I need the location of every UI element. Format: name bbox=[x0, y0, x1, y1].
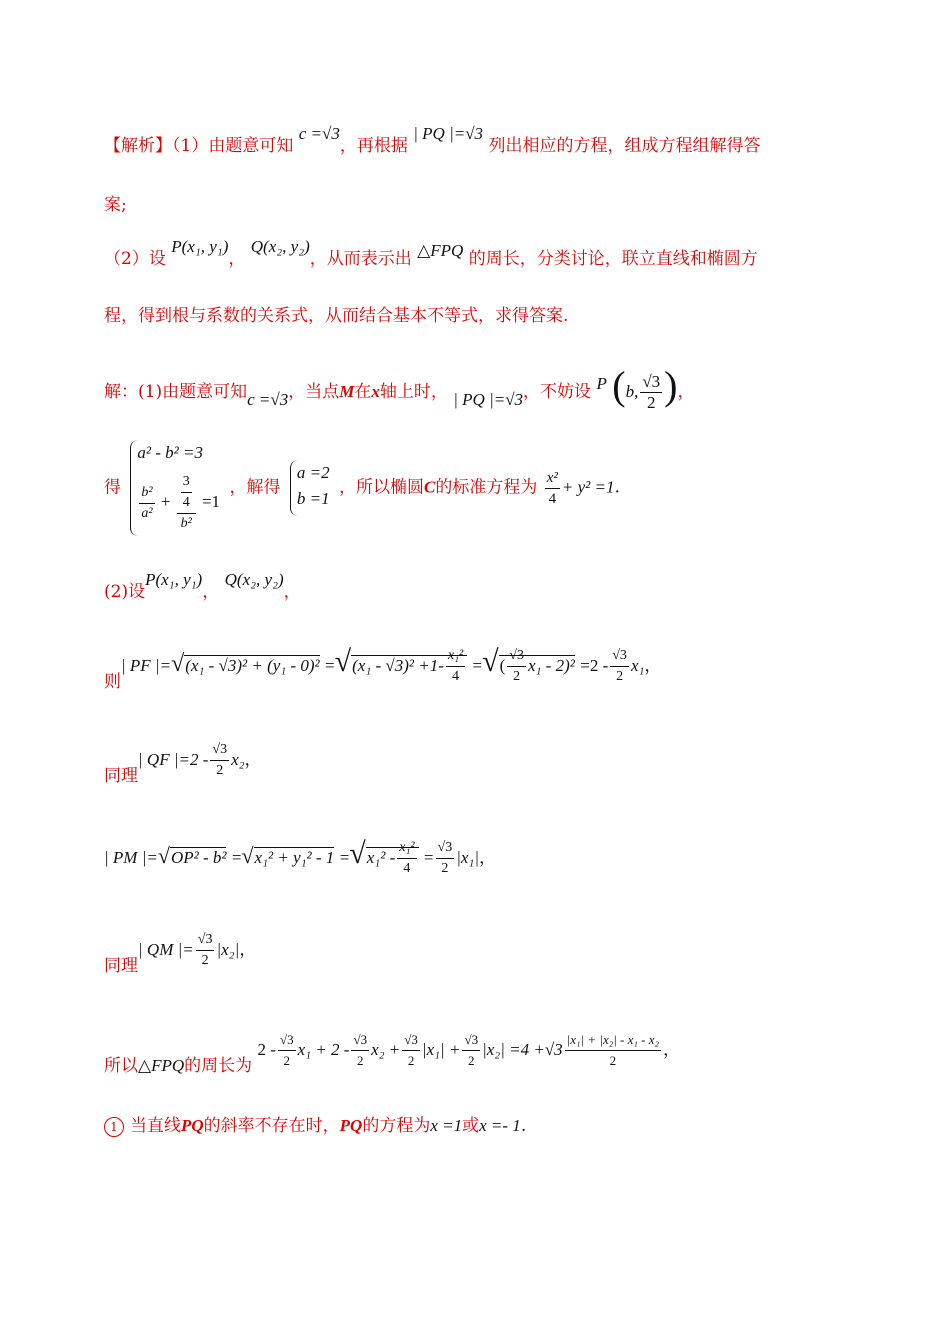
math-point-q: Q(x₂, y₂) bbox=[224, 570, 284, 589]
sqrt-sign: √ bbox=[157, 843, 170, 868]
analysis-text: 列出相应的方程，组成方程组解得答 bbox=[488, 136, 761, 156]
math-x-eq-neg1: x =- 1 bbox=[479, 1116, 521, 1135]
denominator: 2 bbox=[441, 861, 449, 876]
math-paren-close: ) bbox=[664, 363, 678, 408]
math-x2: x₂ bbox=[231, 750, 245, 769]
analysis-text: （1）由题意可知 bbox=[172, 136, 294, 156]
equals: = bbox=[325, 656, 335, 675]
fraction-sqrt3-2 bbox=[278, 1030, 296, 1071]
fraction-x1sq-4 bbox=[397, 838, 416, 879]
solution-text: 同理 bbox=[104, 956, 138, 976]
abs-x1: |x₁| bbox=[456, 848, 480, 867]
numerator: x² bbox=[545, 468, 560, 489]
analysis-label: 【解析】 bbox=[104, 136, 172, 156]
pm-lhs: | PM |= bbox=[104, 848, 158, 867]
numerator: √3 bbox=[507, 646, 526, 667]
math-pq: PQ bbox=[339, 1116, 363, 1135]
perimeter-line bbox=[104, 1030, 681, 1076]
analysis-line-2 bbox=[104, 237, 758, 271]
numerator: √3 bbox=[610, 646, 629, 667]
solution-text: 则 bbox=[104, 672, 121, 692]
separator: ， bbox=[283, 582, 301, 602]
system-line bbox=[104, 440, 620, 536]
analysis-text: （2）设 bbox=[104, 249, 166, 269]
period: . bbox=[520, 1116, 527, 1136]
denominator: 2 bbox=[283, 1053, 291, 1068]
math-b: b, bbox=[625, 382, 639, 401]
math-c: C bbox=[424, 477, 436, 497]
numerator: √3 bbox=[210, 740, 229, 761]
case-line-1 bbox=[104, 1114, 526, 1138]
fraction-sqrt3-2 bbox=[196, 930, 215, 971]
math-point-q: Q(x₂, y₂) bbox=[250, 237, 310, 256]
solution-b: b =1 bbox=[296, 489, 330, 508]
equals: = bbox=[423, 848, 434, 867]
numerator: √3 bbox=[436, 838, 455, 859]
math-c-eq: c =√3 bbox=[298, 124, 340, 143]
math-c-eq: c =√3 bbox=[247, 390, 289, 409]
denominator: 2 bbox=[609, 1053, 617, 1068]
fraction-sqrt3-over-2 bbox=[640, 372, 662, 413]
solution-text: (2)设 bbox=[104, 582, 146, 602]
math-x1: x₁ bbox=[630, 656, 645, 675]
numerator: x₁² bbox=[397, 838, 416, 859]
period: . bbox=[614, 477, 620, 498]
perimeter-term: |x₂| =4 +√3 bbox=[482, 1040, 563, 1059]
fraction-sqrt3-2 bbox=[402, 1030, 420, 1071]
solution-text: 得 bbox=[104, 477, 121, 498]
fraction-sqrt3-2 bbox=[436, 838, 455, 879]
denominator: 2 bbox=[468, 1053, 475, 1068]
numerator: √3 bbox=[642, 372, 661, 391]
plus: + bbox=[160, 491, 171, 511]
pm-root-2: x₁² + y₁² - 1 bbox=[254, 848, 335, 867]
numerator: √3 bbox=[351, 1030, 369, 1051]
fraction-sqrt3-2 bbox=[507, 646, 526, 687]
pf-root-2 bbox=[351, 648, 467, 684]
sqrt-sign: √ bbox=[482, 645, 499, 678]
math-point-p: P(x₁, y₁) bbox=[145, 570, 203, 589]
denominator: 2 bbox=[216, 763, 224, 778]
paren-open: ( bbox=[499, 656, 506, 675]
separator: ， bbox=[644, 656, 662, 676]
perimeter-term: |x₁| + bbox=[421, 1040, 461, 1059]
solution-text: ，不妨设 bbox=[523, 382, 592, 402]
pf-lhs: | PF |= bbox=[121, 656, 172, 675]
solution-line-1 bbox=[104, 363, 695, 413]
denominator: 2 bbox=[513, 669, 521, 684]
fraction-3-4 bbox=[181, 472, 192, 513]
equals: = bbox=[231, 848, 242, 867]
denominator: 4 bbox=[182, 495, 190, 510]
fraction-x2-4 bbox=[545, 468, 560, 509]
analysis-text: 的周长，分类讨论，联立直线和椭圆方 bbox=[468, 249, 758, 269]
numerator: √3 bbox=[402, 1030, 420, 1051]
separator: ， bbox=[228, 249, 246, 269]
numerator: 3 bbox=[181, 472, 192, 493]
denominator: 4 bbox=[548, 490, 557, 507]
denominator: 2 bbox=[357, 1053, 364, 1068]
analysis-text: ，再根据 bbox=[339, 136, 408, 156]
analysis-text: ，从而表示出 bbox=[309, 249, 412, 269]
perimeter-term: 2 - bbox=[257, 1040, 276, 1059]
sqrt-sign: √ bbox=[241, 843, 254, 868]
equals: = bbox=[472, 656, 483, 675]
denominator: a² bbox=[141, 505, 153, 521]
math-x: x bbox=[371, 382, 380, 401]
analysis-text: 程，得到根与系数的关系式，从而结合基本不等式，求得答案. bbox=[104, 306, 569, 326]
sqrt-sign: √ bbox=[349, 837, 366, 870]
equation-2 bbox=[137, 472, 220, 534]
math-paren-open: ( bbox=[612, 363, 626, 408]
pf-root-3-text: x₁ - 2)² bbox=[527, 656, 575, 675]
denominator: 4 bbox=[452, 669, 459, 684]
solution-text: 在 bbox=[354, 382, 372, 402]
sqrt-sign: √ bbox=[334, 645, 352, 678]
denominator: b² bbox=[180, 516, 192, 531]
fraction-sqrt3-2 bbox=[351, 1030, 369, 1071]
fraction-sqrt3-2 bbox=[610, 646, 629, 687]
analysis-line-1b bbox=[104, 193, 127, 217]
perimeter-term: x₁ + 2 - bbox=[297, 1040, 350, 1059]
denominator: 2 bbox=[647, 393, 656, 412]
math-m: M bbox=[339, 382, 355, 401]
denominator: 2 bbox=[201, 953, 209, 968]
denominator: 2 bbox=[407, 1053, 415, 1068]
solution-text: ，解得 bbox=[229, 477, 281, 498]
denominator: 4 bbox=[403, 861, 411, 876]
numerator bbox=[177, 472, 196, 514]
separator: ， bbox=[677, 382, 695, 402]
math-pq-eq: | PQ |=√3 bbox=[413, 124, 484, 143]
math-point-p-b: P bbox=[596, 374, 607, 393]
numerator: b² bbox=[139, 483, 154, 504]
separator: ， bbox=[663, 1040, 681, 1060]
qf-expr: | QF |=2 - bbox=[138, 750, 209, 769]
math-x-eq-1: x =1 bbox=[430, 1116, 463, 1135]
analysis-line-1 bbox=[104, 124, 761, 158]
separator: ， bbox=[479, 848, 497, 868]
circled-number: 1 bbox=[104, 1117, 124, 1137]
solution-text: ，所以椭圆 bbox=[339, 477, 424, 498]
pf-result: =2 - bbox=[580, 656, 609, 675]
analysis-line-2b bbox=[104, 304, 568, 328]
solution-text: 所以 bbox=[104, 1056, 138, 1076]
pf-root-1: (x₁ - √3)² + (y₁ - 0)² bbox=[185, 656, 320, 675]
solution-text: ，当点 bbox=[288, 382, 340, 402]
numerator: √3 bbox=[278, 1030, 296, 1051]
qm-line bbox=[104, 930, 257, 976]
analysis-text: 案; bbox=[104, 195, 127, 215]
solution-system bbox=[290, 460, 330, 516]
solution-text: 的斜率不存在时， bbox=[203, 1116, 340, 1136]
qm-lhs: | QM |= bbox=[138, 940, 194, 959]
fraction-sqrt3-2 bbox=[462, 1030, 480, 1071]
abs-x2: |x₂| bbox=[216, 940, 240, 959]
math-pq-eq: | PQ |=√3 bbox=[453, 390, 524, 409]
solution-text: 当直线 bbox=[130, 1116, 181, 1136]
solution-text: 或 bbox=[462, 1116, 480, 1136]
solution-text: 解：(1)由题意可知 bbox=[104, 382, 248, 402]
pf-root-2-text: (x₁ - √3)² +1- bbox=[352, 656, 444, 675]
solution-text: 同理 bbox=[104, 766, 138, 786]
numerator: √3 bbox=[462, 1030, 480, 1051]
numerator: x₁² bbox=[446, 646, 465, 667]
numerator: |x₁| + |x₂| - x₁ - x₂ bbox=[565, 1030, 661, 1051]
math-pq: PQ bbox=[181, 1116, 204, 1135]
equation-system bbox=[130, 440, 220, 536]
solution-text: 轴上时， bbox=[379, 382, 448, 402]
perimeter-term: x₂ + bbox=[371, 1040, 401, 1059]
math-triangle-fpq: △FPQ bbox=[138, 1056, 185, 1075]
fraction-x1sq-4 bbox=[446, 646, 465, 687]
pm-root-3 bbox=[366, 840, 419, 876]
pf-line bbox=[104, 645, 662, 692]
fraction-sqrt3-2 bbox=[210, 740, 229, 781]
solution-a: a =2 bbox=[296, 463, 330, 482]
equation-1 bbox=[137, 440, 220, 466]
fraction-34-over-b2 bbox=[177, 472, 196, 534]
solution-text: 的周长为 bbox=[184, 1056, 253, 1076]
equation-2-rhs: =1 bbox=[201, 491, 221, 511]
ellipse-rest: + y² =1 bbox=[561, 477, 615, 497]
pf-root-3 bbox=[499, 648, 575, 684]
separator: ， bbox=[239, 940, 257, 960]
solution-line-2 bbox=[104, 570, 301, 604]
fraction-b2-a2 bbox=[139, 483, 154, 524]
math-triangle-fpq: △FPQ bbox=[417, 241, 464, 260]
solution-text: 的方程为 bbox=[362, 1116, 431, 1136]
math-point-p: P(x₁, y₁) bbox=[171, 237, 229, 256]
equals: = bbox=[339, 848, 350, 867]
solution-text: 的标准方程为 bbox=[435, 477, 538, 498]
numerator: √3 bbox=[196, 930, 215, 951]
denominator: 2 bbox=[616, 669, 624, 684]
pm-line bbox=[104, 838, 496, 879]
pm-root-1: OP² - b² bbox=[170, 848, 227, 867]
equation-1-text: a² - b² =3 bbox=[137, 443, 203, 462]
pm-root-3-text: x₁² - bbox=[366, 848, 396, 867]
sqrt-sign: √ bbox=[171, 651, 185, 677]
qf-line bbox=[104, 740, 262, 786]
fraction-perimeter bbox=[565, 1030, 661, 1071]
separator: ， bbox=[202, 582, 220, 602]
separator: ， bbox=[244, 750, 262, 770]
